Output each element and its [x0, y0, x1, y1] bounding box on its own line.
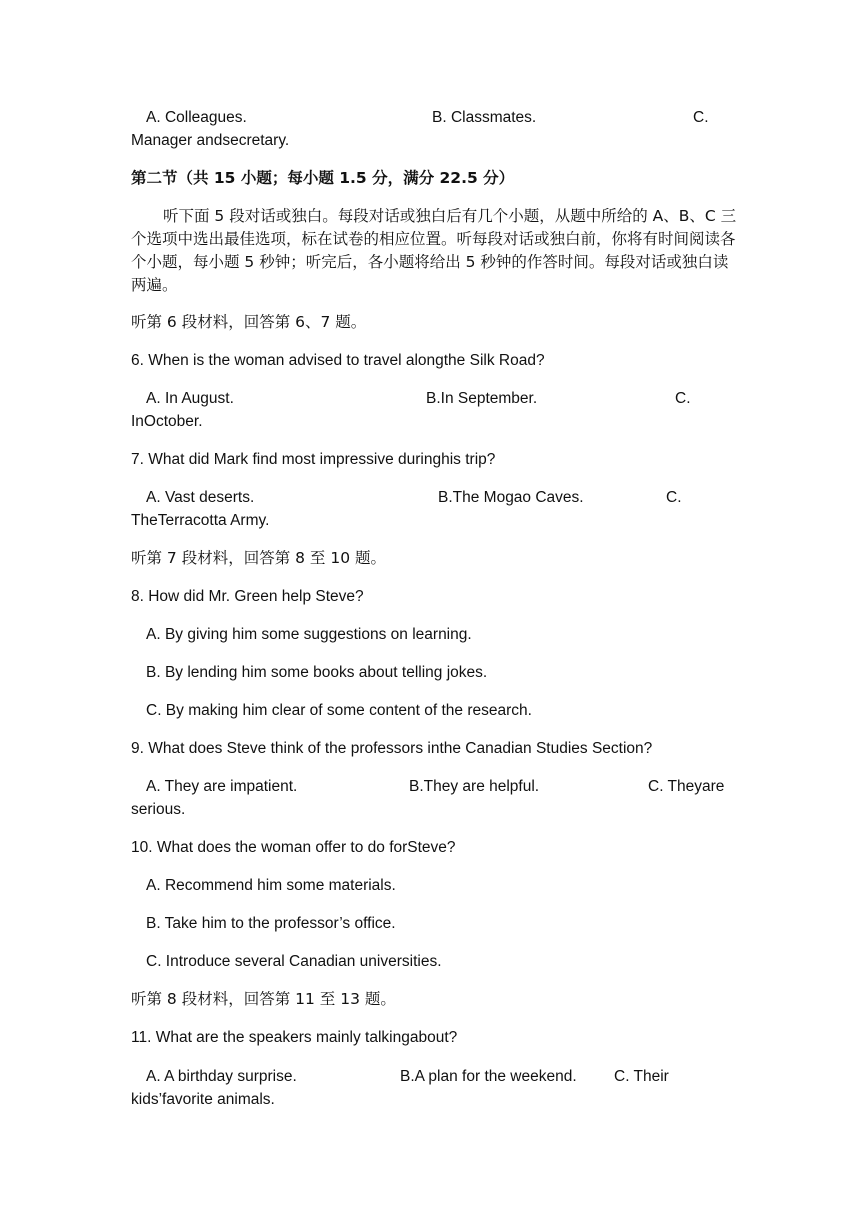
section-heading: 第二节（共 15 小题；每小题 1.5 分，满分 22.5 分）: [131, 169, 515, 187]
q9-option-a: A. They are impatient.: [146, 778, 298, 795]
q6-option-a: A. In August.: [146, 390, 234, 407]
q5-option-a: A. Colleagues.: [146, 109, 247, 126]
q7-option-c-tail: TheTerracotta Army.: [131, 512, 270, 529]
q5-option-c-tail: Manager andsecretary.: [131, 132, 290, 149]
q5-option-c-head: C.: [693, 109, 709, 126]
q7-option-a: A. Vast deserts.: [146, 489, 255, 506]
q5-option-b: B. Classmates.: [432, 109, 537, 126]
q8-option-a: A. By giving him some suggestions on learning.: [146, 626, 472, 643]
passage-6-label: 听第 6 段材料，回答第 6、7 题。: [131, 313, 367, 331]
q11-option-a: A. A birthday surprise.: [146, 1068, 297, 1085]
q10-option-a: A. Recommend him some materials.: [146, 877, 396, 894]
q10-option-c: C. Introduce several Canadian universities.: [146, 953, 442, 970]
q6-option-c-tail: InOctober.: [131, 413, 203, 430]
question-7: 7. What did Mark find most impressive duringhis trip?: [131, 451, 496, 468]
question-10: 10. What does the woman offer to do forSteve?: [131, 839, 456, 856]
question-8: 8. How did Mr. Green help Steve?: [131, 588, 364, 605]
passage-7-label: 听第 7 段材料，回答第 8 至 10 题。: [131, 549, 387, 567]
q8-option-c: C. By making him clear of some content of the research.: [146, 702, 532, 719]
question-11: 11. What are the speakers mainly talkingabout?: [131, 1029, 458, 1046]
q7-option-b: B.The Mogao Caves.: [438, 489, 584, 506]
q10-option-b: B. Take him to the professor’s office.: [146, 915, 396, 932]
q6-option-c-head: C.: [675, 390, 691, 407]
q7-option-c-head: C.: [666, 489, 682, 506]
q9-option-c-tail: serious.: [131, 801, 186, 818]
question-9: 9. What does Steve think of the professors inthe Canadian Studies Section?: [131, 740, 653, 757]
q11-option-c-tail: kids’favorite animals.: [131, 1091, 275, 1108]
q8-option-b: B. By lending him some books about telling jokes.: [146, 664, 488, 681]
q9-option-c-head: C. Theyare: [648, 778, 725, 795]
passage-8-label: 听第 8 段材料，回答第 11 至 13 题。: [131, 990, 396, 1008]
q6-option-b: B.In September.: [426, 390, 538, 407]
q9-option-b: B.They are helpful.: [409, 778, 540, 795]
section-instructions: 听下面 5 段对话或独白。每段对话或独白后有几个小题，从题中所给的 A、B、C 三个选项中选出最佳选项，标在试卷的相应位置。听每段对话或独白前，你将有时间阅读各个小题，每小题 5 秒钟；听完后，各小题将给出 5 秒钟的作答时间。每段对话或独白读两遍。: [131, 207, 737, 294]
question-6: 6. When is the woman advised to travel alongthe Silk Road?: [131, 352, 545, 369]
q11-option-c-head: C. Their: [614, 1068, 669, 1085]
q11-option-b: B.A plan for the weekend.: [400, 1068, 577, 1085]
